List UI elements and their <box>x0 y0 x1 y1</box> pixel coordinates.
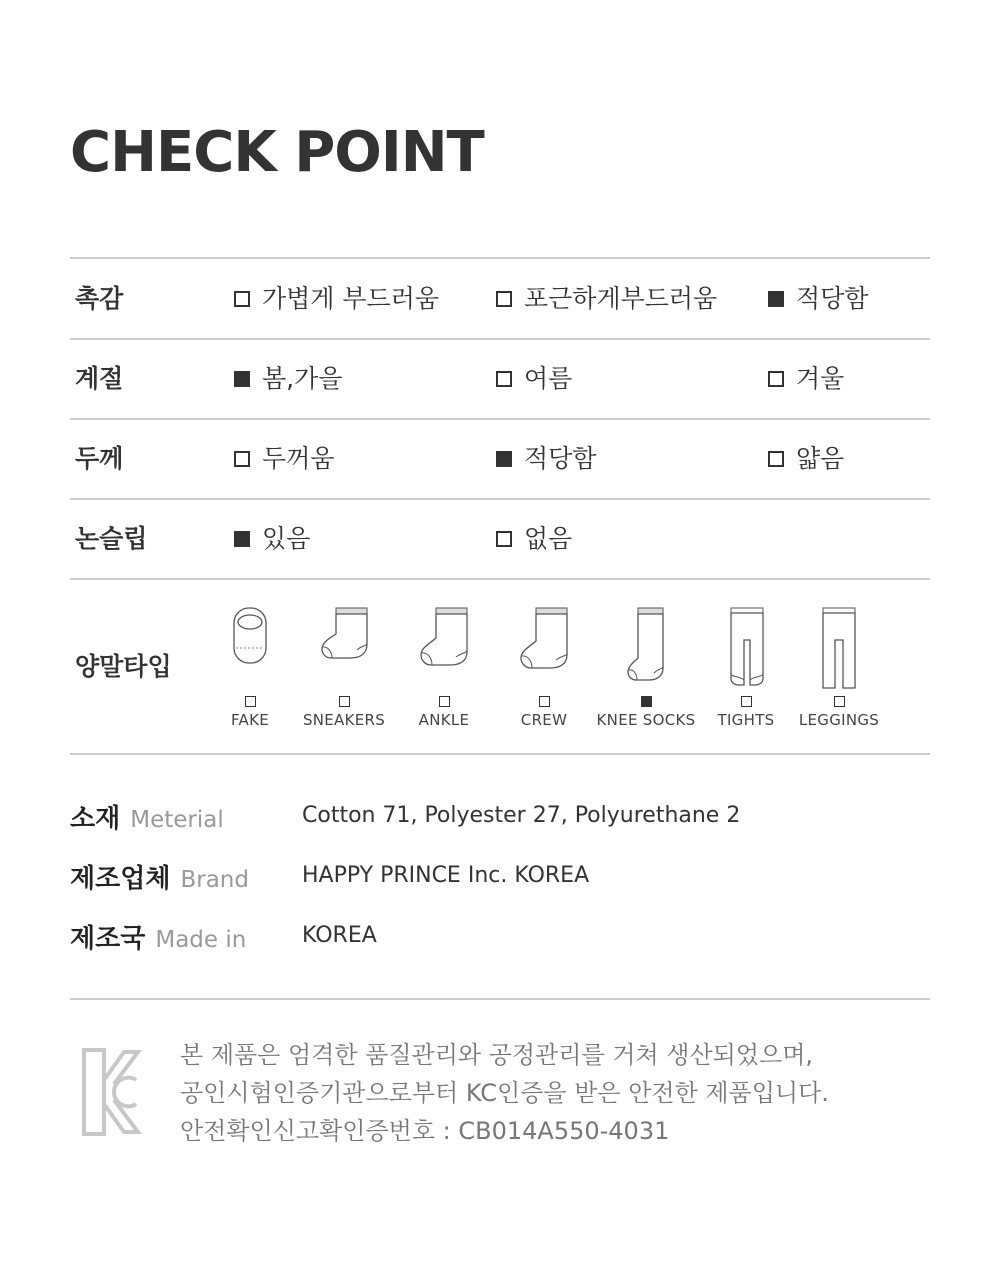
sock-type-sneakers <box>304 600 384 729</box>
checkbox-empty <box>439 696 450 707</box>
info-label-ko: 제조업체 <box>70 864 171 894</box>
crew-sock-icon <box>504 600 584 690</box>
option-label: 얇음 <box>796 444 845 473</box>
sneakers-sock-icon <box>304 600 384 690</box>
sock-type-crew <box>504 600 584 729</box>
option-label: 적당함 <box>524 444 597 473</box>
checkbox-empty <box>234 291 250 307</box>
option-label: 포근하게부드러움 <box>524 284 718 313</box>
info-label-en: Made in <box>155 927 247 953</box>
sock-type-knee <box>596 600 696 729</box>
checkbox-empty <box>768 451 784 467</box>
checkbox-empty <box>496 531 512 547</box>
row-label-nonslip: 논슬립 <box>75 524 148 553</box>
option-texture-light <box>234 284 439 314</box>
checkbox-empty <box>834 696 845 707</box>
row-label-texture: 촉감 <box>75 284 124 313</box>
info-material-value: Cotton 71, Polyester 27, Polyurethane 2 <box>302 803 741 828</box>
sock-type-label: LEGGINGS <box>798 711 880 729</box>
checkbox-empty <box>496 371 512 387</box>
option-label: 겨울 <box>796 364 845 393</box>
option-season-winter <box>768 364 844 394</box>
row-label-thickness: 두께 <box>75 444 124 473</box>
info-brand-value: HAPPY PRINCE Inc. KOREA <box>302 863 590 888</box>
sock-type-leggings <box>799 600 879 729</box>
kc-mark-icon <box>80 1046 142 1138</box>
page-title: CHECK POINT <box>70 120 484 185</box>
fake-sock-icon <box>210 600 290 690</box>
sock-type-ankle <box>404 600 484 729</box>
info-label-ko: 소재 <box>70 804 121 834</box>
sock-type-label: KNEE SOCKS <box>596 711 696 729</box>
checkbox-empty <box>245 696 256 707</box>
option-thickness-moderate <box>496 444 596 474</box>
option-texture-moderate <box>768 284 868 314</box>
checkbox-checked <box>641 696 652 707</box>
sock-type-label: FAKE <box>230 711 270 729</box>
option-label: 두꺼움 <box>262 444 335 473</box>
checkbox-checked <box>496 451 512 467</box>
sock-type-label: SNEAKERS <box>302 711 386 729</box>
info-material-label <box>70 798 224 835</box>
divider <box>70 338 930 340</box>
knee-sock-icon <box>606 600 686 690</box>
divider <box>70 753 930 755</box>
option-label: 적당함 <box>796 284 869 313</box>
kc-line: 본 제품은 엄격한 품질관리와 공정관리를 거쳐 생산되었으며, <box>180 1041 814 1069</box>
info-origin-value: KOREA <box>302 923 377 948</box>
divider <box>70 498 930 500</box>
option-season-spring-fall <box>234 364 342 394</box>
checkbox-checked <box>234 371 250 387</box>
info-label-en: Brand <box>180 867 249 893</box>
option-nonslip-no <box>496 524 572 554</box>
checkbox-checked <box>234 531 250 547</box>
option-label: 여름 <box>524 364 573 393</box>
checkbox-empty <box>234 451 250 467</box>
option-label: 없음 <box>524 524 573 553</box>
checkbox-empty <box>768 371 784 387</box>
divider <box>70 257 930 259</box>
sock-type-label: CREW <box>520 711 568 729</box>
option-label: 가볍게 부드러움 <box>262 284 439 313</box>
divider <box>70 998 930 1000</box>
info-label-en: Meterial <box>130 807 224 833</box>
checkbox-checked <box>768 291 784 307</box>
sock-type-label: ANKLE <box>418 711 470 729</box>
kc-certification-text <box>180 1036 829 1150</box>
sock-type-fake <box>210 600 290 729</box>
option-thickness-thick <box>234 444 334 474</box>
option-nonslip-yes <box>234 524 310 554</box>
info-brand-label <box>70 858 249 895</box>
kc-line: 안전확인신고확인증번호 : CB014A550-4031 <box>180 1117 670 1145</box>
checkbox-empty <box>741 696 752 707</box>
checkbox-empty <box>496 291 512 307</box>
row-label-sock-type: 양말타입 <box>75 652 172 681</box>
checkbox-empty <box>339 696 350 707</box>
option-thickness-thin <box>768 444 844 474</box>
option-season-summer <box>496 364 572 394</box>
option-texture-cozy <box>496 284 717 314</box>
option-label: 봄,가을 <box>262 364 343 393</box>
ankle-sock-icon <box>404 600 484 690</box>
option-label: 있음 <box>262 524 311 553</box>
kc-line: 공인시험인증기관으로부터 KC인증을 받은 안전한 제품입니다. <box>180 1079 829 1107</box>
divider <box>70 578 930 580</box>
leggings-icon <box>799 600 879 690</box>
sock-type-tights <box>706 600 786 729</box>
row-label-season: 계절 <box>75 364 124 393</box>
tights-icon <box>706 600 786 690</box>
info-origin-label <box>70 918 246 955</box>
sock-type-label: TIGHTS <box>717 711 775 729</box>
divider <box>70 418 930 420</box>
info-label-ko: 제조국 <box>70 924 146 954</box>
checkbox-empty <box>539 696 550 707</box>
